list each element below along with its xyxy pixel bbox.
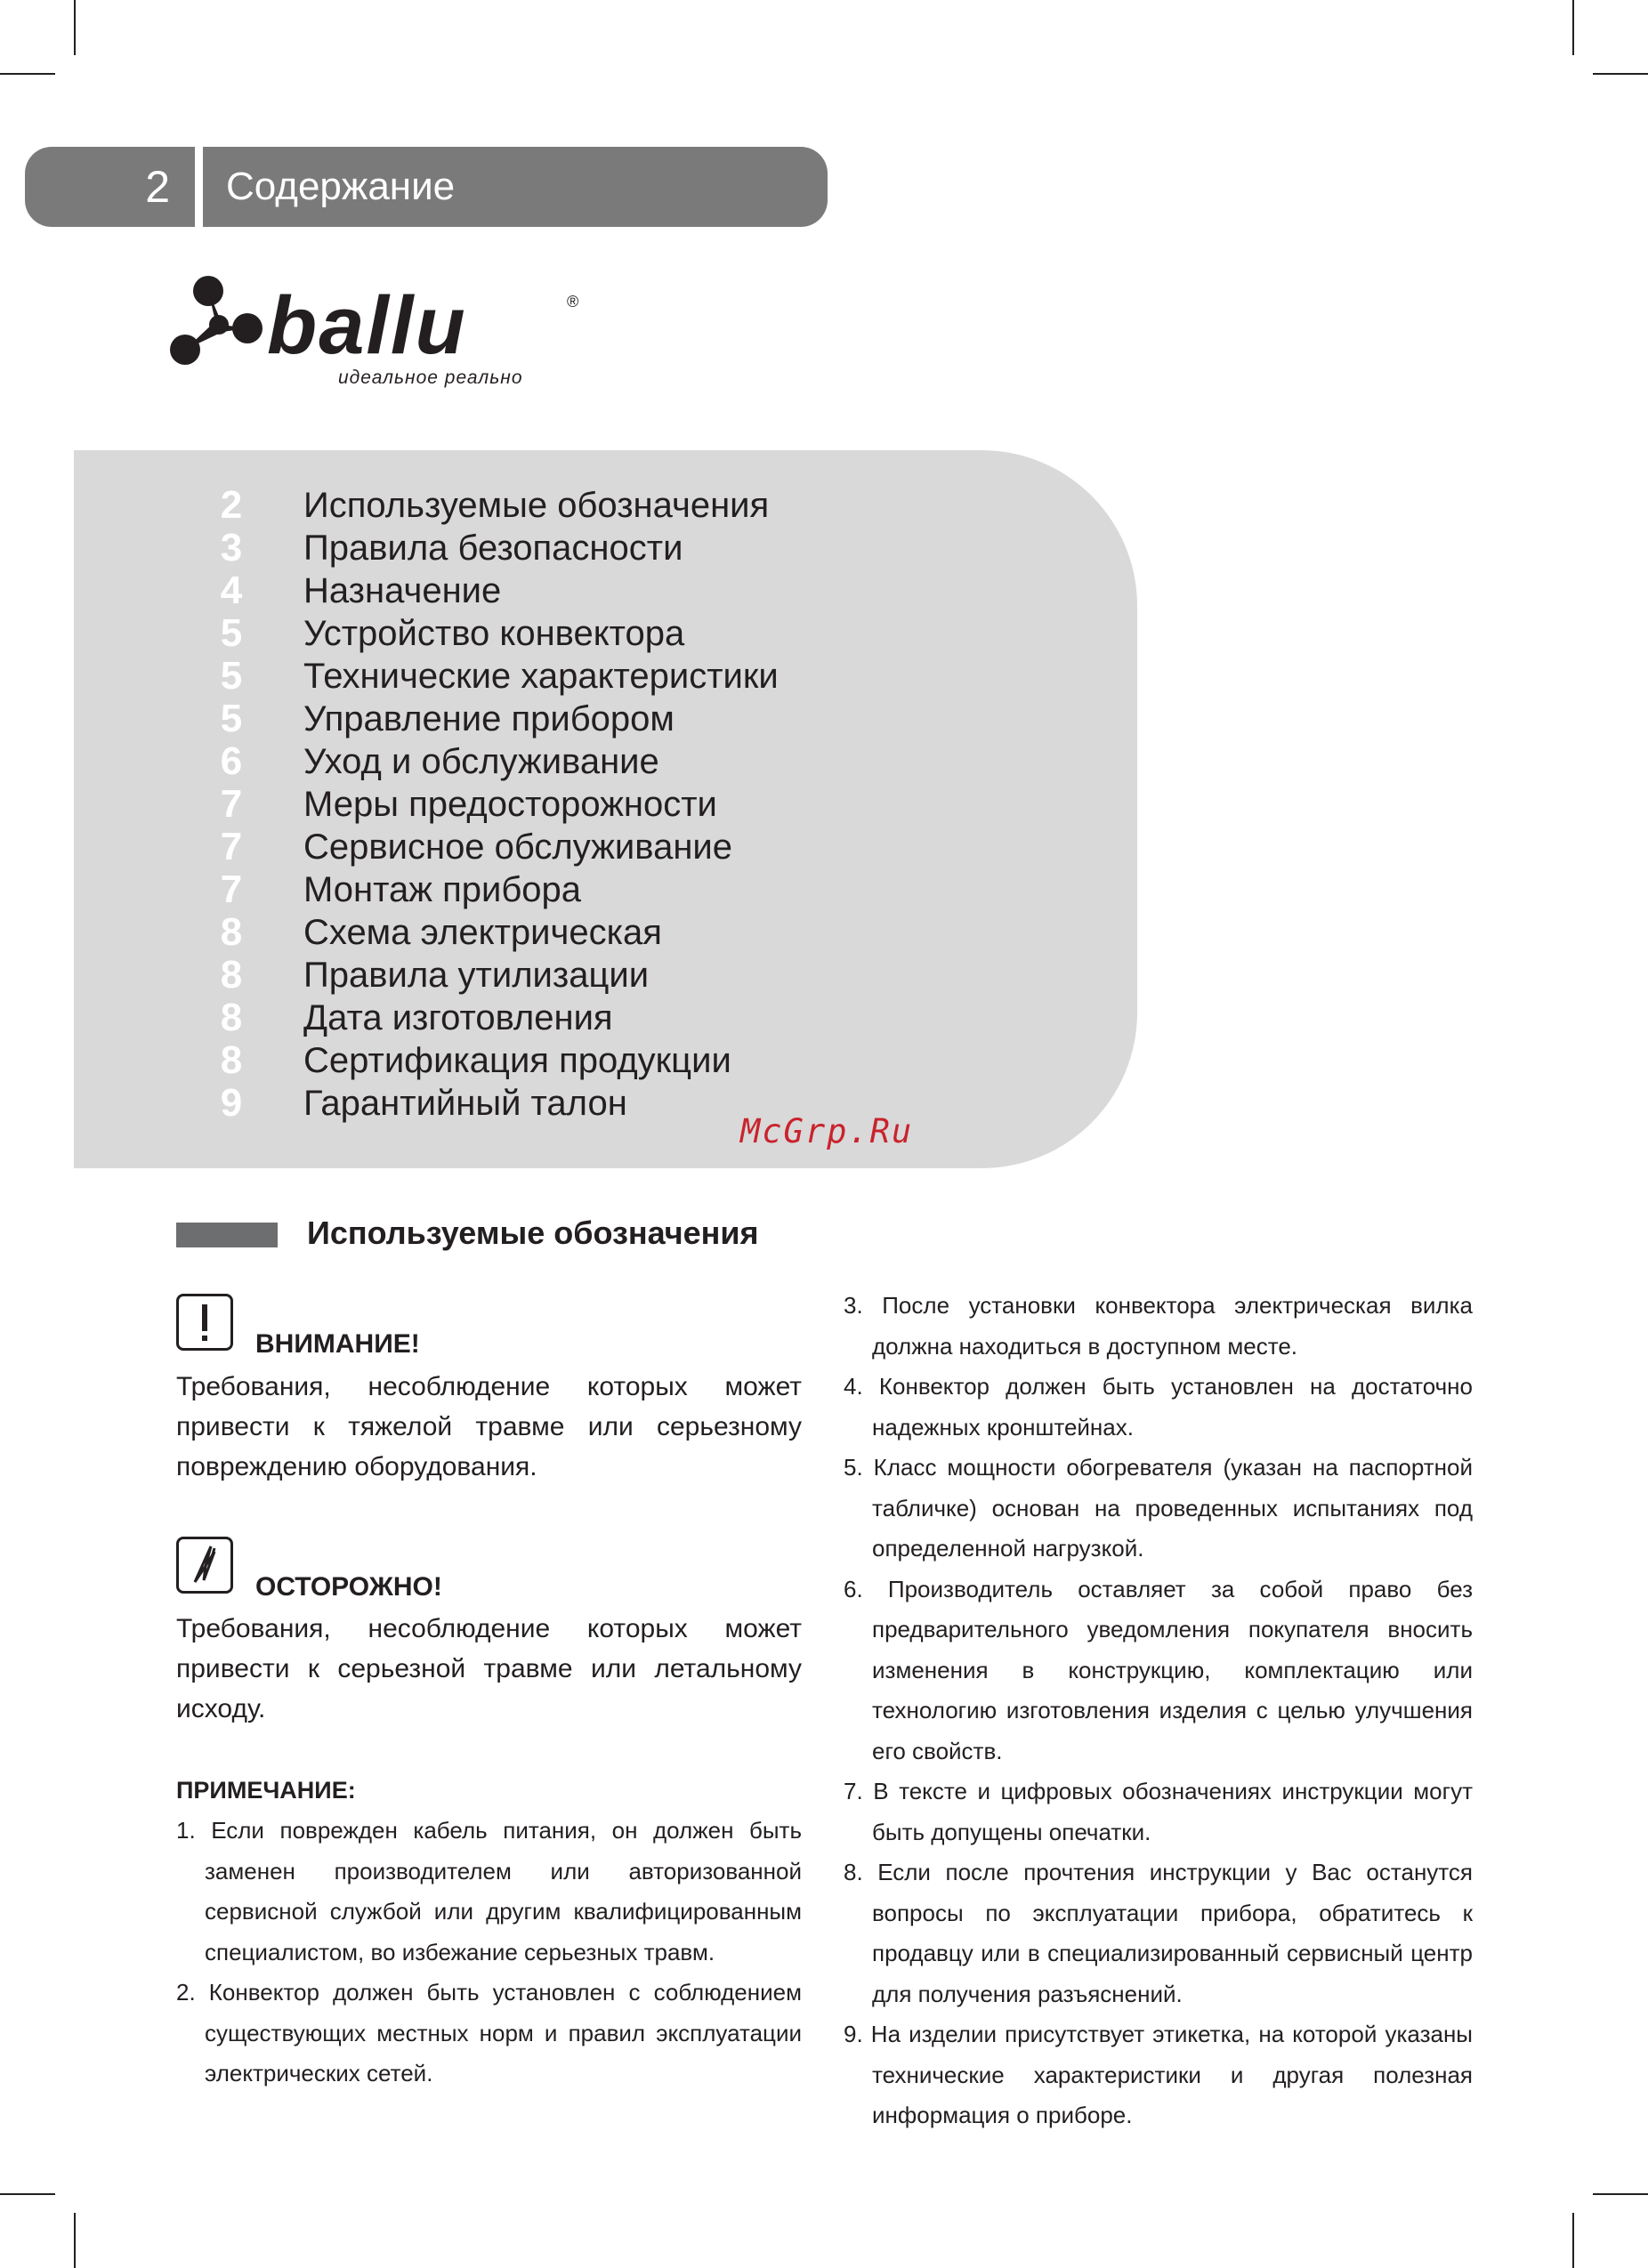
exclamation-icon (176, 1294, 233, 1351)
caution-text: Требования, несоблюдение которых может привести к серьезной травме или летальному исходу. (176, 1614, 802, 1723)
toc-page-number: 9 (220, 1081, 243, 1125)
crop-mark (0, 2193, 55, 2195)
toc-item (74, 740, 1137, 783)
toc-item (74, 569, 1137, 612)
logo-mark-icon (170, 276, 263, 365)
crop-mark (1572, 0, 1574, 55)
note-item: 2. Конвектор должен быть установлен с соблюдением существующих местных норм и правил эксплуатации электрических сетей. (176, 1979, 802, 2086)
toc-page-number: 5 (220, 697, 243, 740)
toc-page-number: 5 (220, 654, 243, 698)
toc-item (74, 1039, 1137, 1082)
crop-mark (74, 0, 76, 55)
toc-item (74, 826, 1137, 868)
toc-item (74, 612, 1137, 655)
section-title: Используемые обозначения (307, 1215, 759, 1251)
toc-item (74, 911, 1137, 954)
header-separator (195, 147, 203, 227)
toc-page-number: 4 (220, 569, 243, 612)
toc-item-title: Дата изготовления (303, 998, 613, 1037)
toc-page-number: 8 (220, 953, 243, 997)
toc-page-number: 7 (220, 868, 243, 911)
toc-page-number: 6 (220, 739, 243, 783)
toc-item-title: Назначение (303, 571, 502, 610)
crop-mark (1593, 73, 1648, 75)
table-of-contents (74, 450, 1137, 1168)
toc-item (74, 783, 1137, 826)
watermark: McGrp.Ru (740, 1112, 914, 1150)
toc-page-number: 8 (220, 996, 243, 1039)
toc-item (74, 527, 1137, 569)
toc-item-title: Уход и обслуживание (303, 742, 659, 781)
toc-item-title: Сертификация продукции (303, 1041, 731, 1080)
toc-page-number: 3 (220, 526, 243, 569)
toc-item-title: Правила безопасности (303, 529, 683, 568)
crop-mark (1593, 2193, 1648, 2195)
toc-item-title: Правила утилизации (303, 956, 650, 995)
page-title: Содержание (226, 165, 456, 208)
crop-mark (74, 2213, 76, 2268)
toc-item (74, 655, 1137, 698)
lightning-icon (176, 1537, 233, 1594)
toc-item-title: Меры предосторожности (303, 785, 717, 824)
note-title: ПРИМЕЧАНИЕ: (176, 1777, 356, 1804)
page-number: 2 (145, 162, 170, 212)
note-item: 6. Производитель оставляет за собой право без предварительного уведомления покупателя вносить изменения в конструкцию, комплектацию или технологию изготовления изделия с целью улучшения его свойств. (844, 1575, 1473, 1764)
toc-item-title: Схема электрическая (303, 913, 662, 952)
notes-right-list (844, 1286, 1473, 2136)
toc-page-number: 5 (220, 611, 243, 655)
logo-tagline: идеальное реально (338, 367, 523, 388)
note-item: 8. Если после прочтения инструкции у Вас останутся вопросы по эксплуатации прибора, обратитесь к продавцу или в специализированный сервисный центр для получения разъяснений. (844, 1859, 1473, 2007)
toc-item-title: Технические характеристики (303, 657, 779, 696)
toc-page-number: 7 (220, 782, 243, 826)
toc-page-number: 8 (220, 1038, 243, 1082)
toc-item-title: Управление прибором (303, 699, 675, 739)
note-item: 1. Если поврежден кабель питания, он должен быть заменен производителем или авторизованной сервисной службой или другим квалифицированным специалистом, во избежание серьезных травм. (176, 1817, 802, 1965)
note-item: 3. После установки конвектора электрическая вилка должна находиться в доступном месте. (844, 1292, 1473, 1360)
toc-item-title: Используемые обозначения (303, 486, 770, 525)
notes-left-list (176, 1811, 802, 2094)
toc-item (74, 698, 1137, 740)
note-item: 9. На изделии присутствует этикетка, на которой указаны технические характеристики и другая полезная информация о приборе. (844, 2021, 1473, 2128)
toc-page-number: 2 (220, 483, 243, 527)
note-item: 4. Конвектор должен быть установлен на достаточно надежных кронштейнах. (844, 1373, 1473, 1441)
caution-label: ОСТОРОЖНО! (255, 1572, 442, 1602)
toc-item (74, 484, 1137, 527)
attention-label: ВНИМАНИЕ! (255, 1329, 420, 1359)
note-item: 5. Класс мощности обогревателя (указан на паспортной табличке) основан на проведенных испытаниях под определенной нагрузкой. (844, 1454, 1473, 1562)
svg-text:ballu: ballu (267, 280, 467, 371)
toc-item (74, 954, 1137, 997)
toc-item-title: Гарантийный талон (303, 1084, 627, 1123)
section-marker (176, 1223, 278, 1247)
toc-item-title: Монтаж прибора (303, 870, 581, 909)
toc-item-title: Устройство конвектора (303, 614, 685, 653)
toc-page-number: 8 (220, 910, 243, 954)
toc-page-number: 7 (220, 825, 243, 868)
attention-text: Требования, несоблюдение которых может привести к тяжелой травме или серьезному повреждению оборудования. (176, 1372, 802, 1481)
svg-text:®: ® (567, 293, 579, 311)
crop-mark (1572, 2213, 1574, 2268)
toc-item (74, 1082, 1137, 1125)
toc-item-title: Сервисное обслуживание (303, 827, 732, 867)
toc-item (74, 997, 1137, 1039)
crop-mark (0, 73, 55, 75)
note-item: 7. В тексте и цифровых обозначениях инструкции могут быть допущены опечатки. (844, 1778, 1473, 1845)
toc-item (74, 868, 1137, 911)
